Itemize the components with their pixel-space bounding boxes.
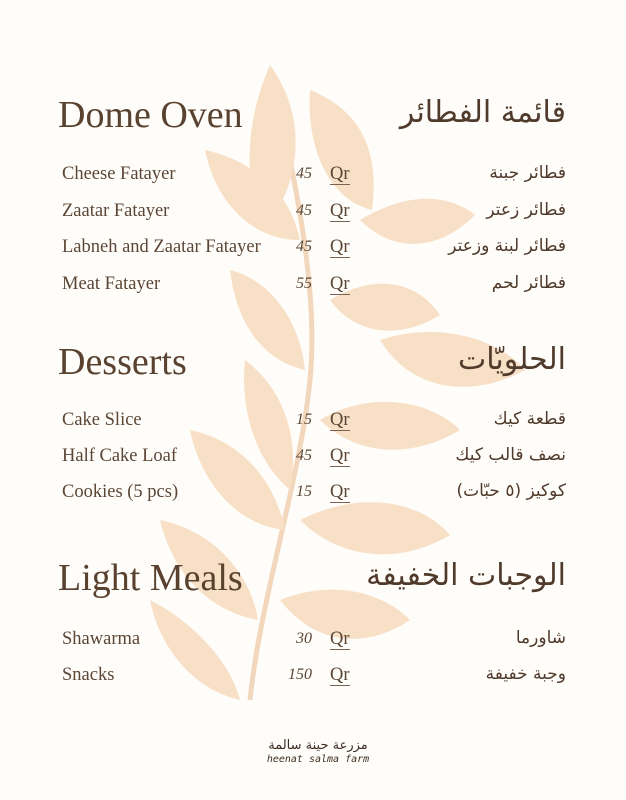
menu-item (0, 446, 626, 474)
item-price: 45 (296, 447, 312, 464)
item-price: 45 (296, 238, 312, 255)
item-price: 15 (296, 411, 312, 428)
item-name-en: Zaatar Fatayer (62, 201, 170, 221)
menu-item (0, 201, 626, 229)
item-price: 30 (296, 630, 312, 647)
section-title-en: Light Meals (58, 557, 243, 599)
brand-logo (0, 738, 626, 765)
menu-item (0, 237, 626, 265)
menu-item (0, 410, 626, 438)
section-title-ar: قائمة الفطائر (399, 95, 566, 130)
menu-item (0, 482, 626, 510)
item-name-en: Cheese Fatayer (62, 164, 176, 184)
item-currency: Qr (330, 446, 350, 466)
item-name-ar: وجبة خفيفة (485, 664, 566, 684)
item-name-en: Cookies (5 pcs) (62, 482, 179, 502)
menu-item (0, 274, 626, 302)
menu-item (0, 665, 626, 693)
item-price: 150 (288, 666, 312, 683)
item-price: 55 (296, 275, 312, 292)
menu-item (0, 629, 626, 657)
item-currency: Qr (330, 629, 350, 649)
item-currency: Qr (330, 237, 350, 257)
section-title-en: Desserts (58, 341, 187, 383)
item-name-ar: قطعة كيك (493, 409, 566, 429)
item-name-en: Snacks (62, 665, 115, 685)
item-currency: Qr (330, 665, 350, 685)
item-name-ar: كوكيز (٥ حبّات) (456, 481, 566, 501)
section-title-ar: الحلويّات (457, 342, 566, 377)
item-name-ar: فطائر جبنة (489, 163, 566, 183)
logo-text-ar: مزرعة حينة سالمة (268, 738, 368, 753)
item-name-ar: فطائر لبنة وزعتر (448, 236, 566, 256)
item-currency: Qr (330, 164, 350, 184)
item-name-ar: نصف قالب كيك (455, 445, 566, 465)
item-price: 15 (296, 483, 312, 500)
item-name-ar: شاورما (515, 628, 566, 648)
item-name-en: Shawarma (62, 629, 141, 649)
section-title-ar: الوجبات الخفيفة (366, 558, 566, 593)
item-name-en: Labneh and Zaatar Fatayer (62, 237, 261, 257)
item-name-ar: فطائر زعتر (486, 200, 566, 220)
item-currency: Qr (330, 201, 350, 221)
item-currency: Qr (330, 482, 350, 502)
logo-text-en: heenat salma farm (266, 754, 370, 765)
item-name-en: Cake Slice (62, 410, 142, 430)
item-price: 45 (296, 202, 312, 219)
item-name-ar: فطائر لحم (491, 273, 566, 293)
item-currency: Qr (330, 274, 350, 294)
item-currency: Qr (330, 410, 350, 430)
item-name-en: Half Cake Loaf (62, 446, 178, 466)
item-price: 45 (296, 165, 312, 182)
item-name-en: Meat Fatayer (62, 274, 161, 294)
menu-item (0, 164, 626, 192)
section-title-en: Dome Oven (58, 94, 243, 136)
